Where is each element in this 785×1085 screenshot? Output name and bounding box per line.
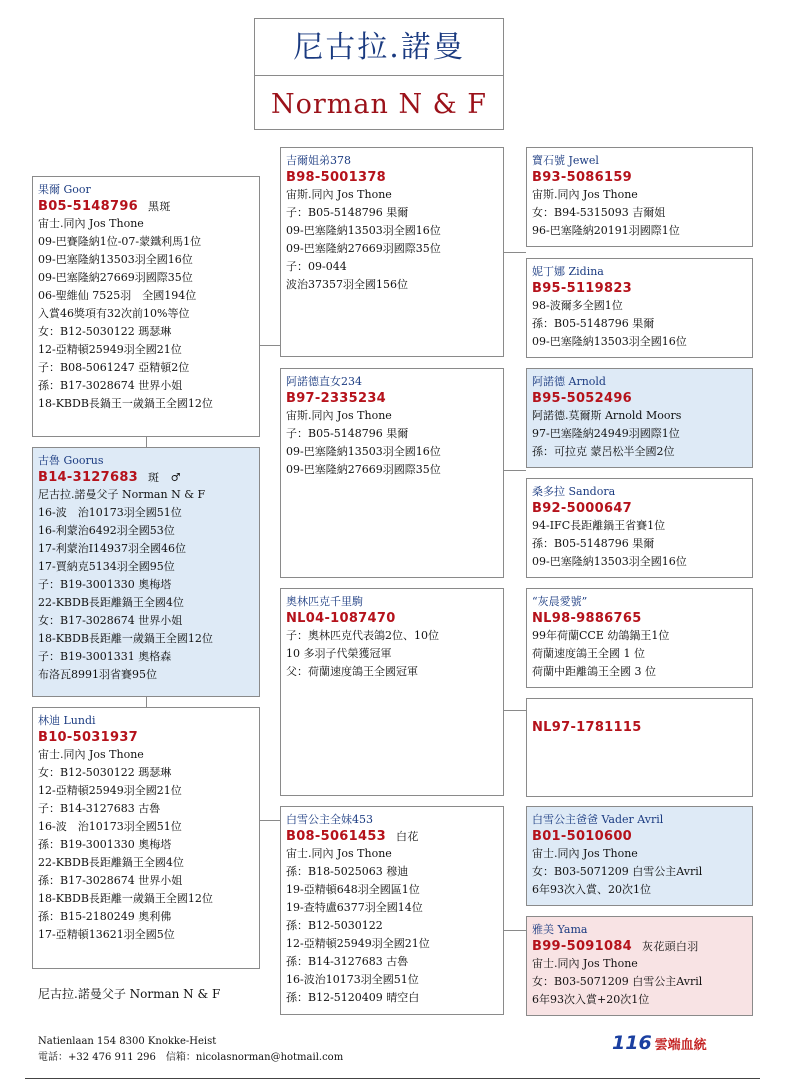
subject-box	[32, 447, 260, 697]
info-line: 宙士.同內 Jos Thone	[532, 847, 638, 860]
info-line: 19-查特盧6377羽全國14位	[286, 901, 423, 914]
info-lines	[286, 407, 498, 479]
pigeon-name: 白雪公主爸爸 Vader Avril	[532, 813, 664, 826]
info-line: 09-巴塞隆納13503羽全國16位	[38, 253, 193, 266]
info-line: 子：B14-3127683 古魯	[38, 802, 161, 815]
info-line: 波治37357羽全國156位	[286, 278, 408, 291]
connector-line	[146, 437, 147, 447]
info-line: 子：B08-5061247 亞精頓2位	[38, 361, 190, 374]
owner-contact	[38, 1034, 343, 1066]
ring-row	[286, 828, 498, 845]
info-line: 98-波爾多全國1位	[532, 299, 623, 312]
info-line: 尼古拉.諾曼父子 Norman N & F	[38, 488, 206, 501]
info-line: 12-亞精頓25949羽全國21位	[286, 937, 430, 950]
info-line: 17-利蒙治I14937羽全國46位	[38, 542, 187, 555]
sds-box	[526, 368, 753, 468]
info-lines	[286, 627, 498, 681]
info-line: 16-波 治10173羽全國51位	[38, 820, 182, 833]
sire-sire-box	[280, 147, 504, 357]
sss-box	[526, 147, 753, 247]
ring-row	[286, 390, 498, 407]
info-line: 孫：可拉克 蒙呂松半全國2位	[532, 445, 675, 458]
info-line: 97-巴塞隆納24949羽國際1位	[532, 427, 680, 440]
info-line: 宙斯.同內 Jos Thone	[286, 409, 392, 422]
ring-number: NL97-1781115	[532, 720, 642, 735]
info-line: 孫：B14-3127683 古魯	[286, 955, 409, 968]
info-line: 父：荷蘭速度鴿王全國冠軍	[286, 665, 418, 678]
dss-box	[526, 588, 753, 688]
info-line: 09-巴塞隆納13503羽全國16位	[532, 555, 687, 568]
ring-row	[532, 280, 747, 297]
ring-row	[532, 610, 747, 627]
ring-number: B14-3127683	[38, 470, 139, 485]
info-lines	[286, 186, 498, 294]
ring-row	[532, 500, 747, 517]
info-lines	[532, 845, 747, 899]
info-line: 96-巴塞隆納20191羽國際1位	[532, 224, 680, 237]
info-line: 18-KBDB長距離一歲鍋王全國12位	[38, 632, 213, 645]
ddd-box	[526, 916, 753, 1016]
sire-box	[32, 176, 260, 437]
ring-row	[38, 729, 254, 746]
sdd-box	[526, 478, 753, 578]
info-line: 6年93次入賞+20次1位	[532, 993, 650, 1006]
info-line: 22-KBDB長距離鍋王全國4位	[38, 856, 184, 869]
info-line: 女：B03-5071209 白雪公主Avril	[532, 865, 703, 878]
info-line: 子：B05-5148796 果爾	[286, 206, 409, 219]
connector-line	[260, 820, 280, 821]
info-line: 孫：B12-5030122	[286, 919, 383, 932]
pigeon-name: 古魯 Goorus	[38, 454, 104, 467]
owner-address: Natienlaan 154 8300 Knokke-Heist	[38, 1036, 217, 1047]
dam-box	[32, 707, 260, 969]
pigeon-name: 阿諾德 Arnold	[532, 375, 606, 388]
info-line: 荷蘭速度鴿王全國 1 位	[532, 647, 645, 660]
info-line: 子：09-044	[286, 260, 347, 273]
dam-dam-box	[280, 806, 504, 1015]
ring-number: B08-5061453	[286, 829, 387, 844]
logo	[612, 1032, 722, 1058]
dam-sire-box	[280, 588, 504, 796]
dsd-box	[526, 698, 753, 797]
ring-number: B98-5001378	[286, 170, 387, 185]
info-line: 09-巴塞隆納27669羽國際35位	[286, 463, 441, 476]
info-line: 16-波 治10173羽全國51位	[38, 506, 182, 519]
connector-line	[260, 345, 280, 346]
info-lines	[532, 517, 747, 571]
info-line: 22-KBDB長距離鍋王全國4位	[38, 596, 184, 609]
ring-number: NL04-1087470	[286, 611, 396, 626]
info-line: 荷蘭中距離鴿王全國 3 位	[532, 665, 656, 678]
ring-number: B05-5148796	[38, 199, 139, 214]
title-english: Norman N & F	[270, 89, 488, 120]
ring-row	[532, 390, 747, 407]
info-line: 09-巴塞隆納13503羽全國16位	[286, 224, 441, 237]
dds-box	[526, 806, 753, 906]
pigeon-name: 白雪公主全妹453	[286, 813, 373, 826]
info-line: 19-亞精頓648羽全國區1位	[286, 883, 420, 896]
pigeon-name: 桑多拉 Sandora	[532, 485, 616, 498]
info-line: 94-IFC長距離鍋王省賽1位	[532, 519, 666, 532]
connector-line	[504, 252, 526, 253]
info-line: 孫：B05-5148796 果爾	[532, 537, 655, 550]
info-line: 09-巴塞隆納13503羽全國16位	[286, 445, 441, 458]
ring-number: B99-5091084	[532, 939, 633, 954]
info-line: 16-利蒙治6492羽全國53位	[38, 524, 175, 537]
info-line: 子：B19-3001330 奧梅塔	[38, 578, 172, 591]
info-line: 女：B12-5030122 瑪瑟琳	[38, 766, 172, 779]
pigeon-name: 吉爾姐弟378	[286, 154, 351, 167]
info-line: 宙士.同內 Jos Thone	[532, 957, 638, 970]
ring-row	[286, 169, 498, 186]
info-line: 入賞46獎項有32次前10%等位	[38, 307, 190, 320]
bottom-rule	[25, 1078, 760, 1079]
info-line: 女：B94-5315093 吉爾姐	[532, 206, 666, 219]
ring-row	[532, 828, 747, 845]
connector-line	[504, 930, 526, 931]
info-line: 宙斯.同內 Jos Thone	[532, 188, 638, 201]
owner-name: 尼古拉.諾曼父子 Norman N & F	[38, 987, 221, 1001]
info-line: 孫：B19-3001330 奧梅塔	[38, 838, 172, 851]
info-line: 12-亞精頓25949羽全國21位	[38, 784, 182, 797]
connector-line	[504, 470, 526, 471]
ring-row	[38, 198, 254, 215]
info-lines	[532, 186, 747, 240]
info-line: 18-KBDB長距離一歲鍋王全國12位	[38, 892, 213, 905]
pigeon-name: 林迪 Lundi	[38, 714, 96, 727]
info-line: 女：B12-5030122 瑪瑟琳	[38, 325, 172, 338]
info-line: 09-巴塞隆納13503羽全國16位	[532, 335, 687, 348]
ring-number: NL98-9886765	[532, 611, 642, 626]
info-line: 99年荷蘭CCE 幼鴿鍋王1位	[532, 629, 670, 642]
title-chinese: 尼古拉.諾曼	[255, 19, 503, 76]
info-line: 女：B17-3028674 世界小姐	[38, 614, 183, 627]
ring-number: B97-2335234	[286, 391, 387, 406]
color-mark: 灰花頭白羽	[642, 940, 699, 953]
info-lines	[38, 746, 254, 944]
pigeon-name: 寶石號 Jewel	[532, 154, 599, 167]
info-line: 12-亞精頓25949羽全國21位	[38, 343, 182, 356]
info-lines	[38, 215, 254, 413]
ring-number: B10-5031937	[38, 730, 139, 745]
info-line: 子：B19-3001331 奧格森	[38, 650, 172, 663]
ring-row	[286, 610, 498, 627]
info-line: 孫：B17-3028674 世界小姐	[38, 874, 183, 887]
ring-number: B92-5000647	[532, 501, 633, 516]
info-lines	[532, 407, 747, 461]
color-mark: 斑 ♂	[148, 471, 181, 484]
info-line: 17-賈納克5134羽全國95位	[38, 560, 175, 573]
pigeon-name: 阿諾德直女234	[286, 375, 362, 388]
pigeon-name: “灰晨愛號”	[532, 595, 588, 608]
info-line: 布洛瓦8991羽省賽95位	[38, 668, 157, 681]
info-line: 17-亞精頓13621羽全國5位	[38, 928, 175, 941]
ssd-box	[526, 258, 753, 358]
pigeon-name: 妮丁娜 Zidina	[532, 265, 604, 278]
info-line: 6年93次入賞、20次1位	[532, 883, 651, 896]
info-lines	[532, 297, 747, 351]
info-line: 阿諾德.莫爾斯 Arnold Moors	[532, 409, 682, 422]
owner-phone-email: 電話：+32 476 911 296 信箱：nicolasnorman@hotmail.com	[38, 1052, 344, 1063]
info-line: 宙士.同內 Jos Thone	[286, 847, 392, 860]
logo-text: 雲端血統	[654, 1038, 707, 1053]
pigeon-name: 果爾 Goor	[38, 183, 91, 196]
info-lines	[532, 955, 747, 1009]
info-line: 06-聖維仙 7525羽 全國194位	[38, 289, 197, 302]
ring-row	[532, 719, 747, 736]
connector-line	[146, 697, 147, 707]
info-line: 09-巴塞隆納27669羽國際35位	[38, 271, 193, 284]
info-lines	[38, 486, 254, 684]
ring-number: B93-5086159	[532, 170, 633, 185]
sire-dam-box	[280, 368, 504, 578]
ring-number: B95-5052496	[532, 391, 633, 406]
color-mark: 白花	[396, 830, 419, 843]
ring-row	[532, 938, 747, 955]
color-mark: 黑斑	[148, 200, 171, 213]
ring-row	[532, 169, 747, 186]
info-line: 女：B03-5071209 白雪公主Avril	[532, 975, 703, 988]
info-line: 子：B05-5148796 果爾	[286, 427, 409, 440]
info-line: 18-KBDB長鍋王一歲鍋王全國12位	[38, 397, 213, 410]
info-line: 09-巴賽隆納1位-07-蒙鐵利馬1位	[38, 235, 202, 248]
ring-number: B95-5119823	[532, 281, 633, 296]
info-line: 宙斯.同內 Jos Thone	[286, 188, 392, 201]
ring-row	[38, 469, 254, 486]
info-line: 孫：B18-5025063 穆迪	[286, 865, 409, 878]
info-line: 10 多羽子代榮獲冠軍	[286, 647, 392, 660]
info-line: 子：奧林匹克代表鴿2位、10位	[286, 629, 439, 642]
info-line: 宙士.同內 Jos Thone	[38, 748, 144, 761]
info-line: 09-巴塞隆納27669羽國際35位	[286, 242, 441, 255]
title-box	[254, 18, 504, 130]
info-line: 孫：B15-2180249 奧利佛	[38, 910, 172, 923]
info-line: 孫：B17-3028674 世界小姐	[38, 379, 183, 392]
info-line: 孫：B12-5120409 晴空白	[286, 991, 420, 1004]
info-lines	[286, 845, 498, 1007]
ring-number: B01-5010600	[532, 829, 633, 844]
logo-number: 116	[612, 1032, 652, 1054]
info-lines	[532, 627, 747, 681]
info-line: 宙士.同內 Jos Thone	[38, 217, 144, 230]
pigeon-name: 雅美 Yama	[532, 923, 588, 936]
pigeon-name: 奧林匹克千里駒	[286, 595, 363, 608]
info-line: 孫：B05-5148796 果爾	[532, 317, 655, 330]
info-line: 16-波治10173羽全國51位	[286, 973, 419, 986]
connector-line	[504, 710, 526, 711]
